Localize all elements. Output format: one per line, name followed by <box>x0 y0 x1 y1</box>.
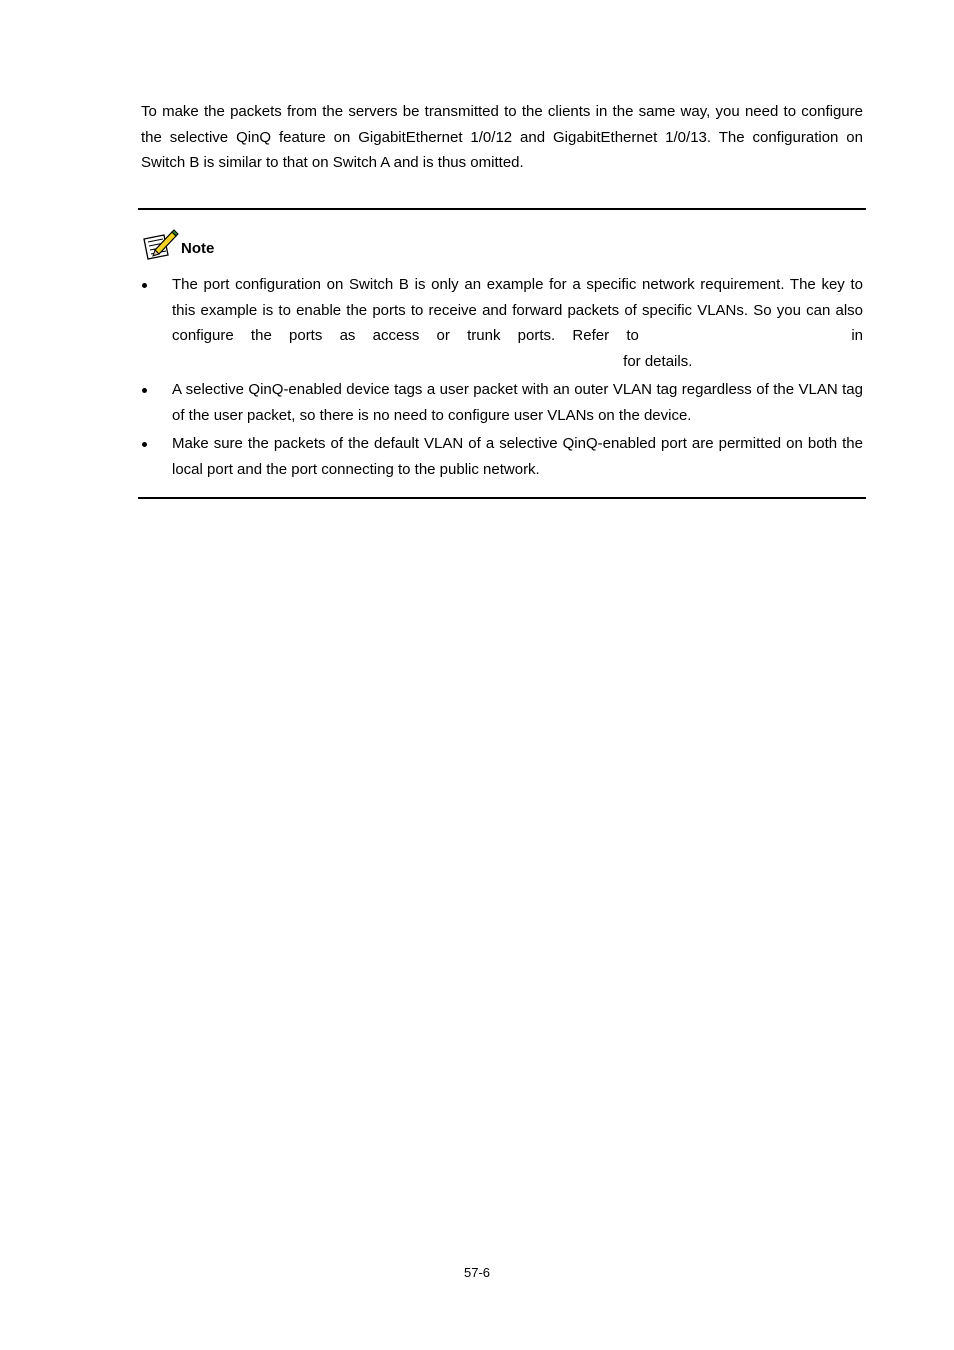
note-item-text: A selective QinQ-enabled device tags a user packet with an outer VLAN tag regardless of the VLAN tag of the user packet, so there is no need to configure user VLANs on the device. <box>172 381 863 424</box>
note-label: Note <box>181 240 215 257</box>
note-bottom-rule <box>138 497 866 499</box>
note-item <box>141 377 863 428</box>
note-header <box>141 228 214 260</box>
note-pencil-icon <box>141 228 179 260</box>
note-item-text-before: The port configuration on Switch B is only an example for a specific network requirement. The key to this example is to enable the ports to receive and forward packets of specific VLANs. So you can also configure the ports as access or trunk ports. Refer to <box>172 276 863 344</box>
note-item-text-middle: in <box>851 327 863 344</box>
bullet-dot <box>142 388 147 393</box>
intro-paragraph: To make the packets from the servers be transmitted to the clients in the same way, you need to configure the selective QinQ feature on GigabitEthernet 1/0/12 and GigabitEthernet 1/0/13. The configuration on Switch B is similar to that on Switch A and is thus omitted. <box>141 103 863 171</box>
note-item <box>141 272 863 374</box>
note-item <box>141 431 863 482</box>
page-number: 57-6 <box>463 1265 491 1280</box>
note-item-text: Make sure the packets of the default VLAN of a selective QinQ-enabled port are permitted on both the local port and the port connecting to the public network. <box>172 435 863 478</box>
bullet-dot <box>142 442 147 447</box>
note-top-rule <box>138 208 866 210</box>
bullet-dot <box>142 283 147 288</box>
note-item-text-after: for details. <box>623 352 693 370</box>
note-list <box>141 272 863 485</box>
